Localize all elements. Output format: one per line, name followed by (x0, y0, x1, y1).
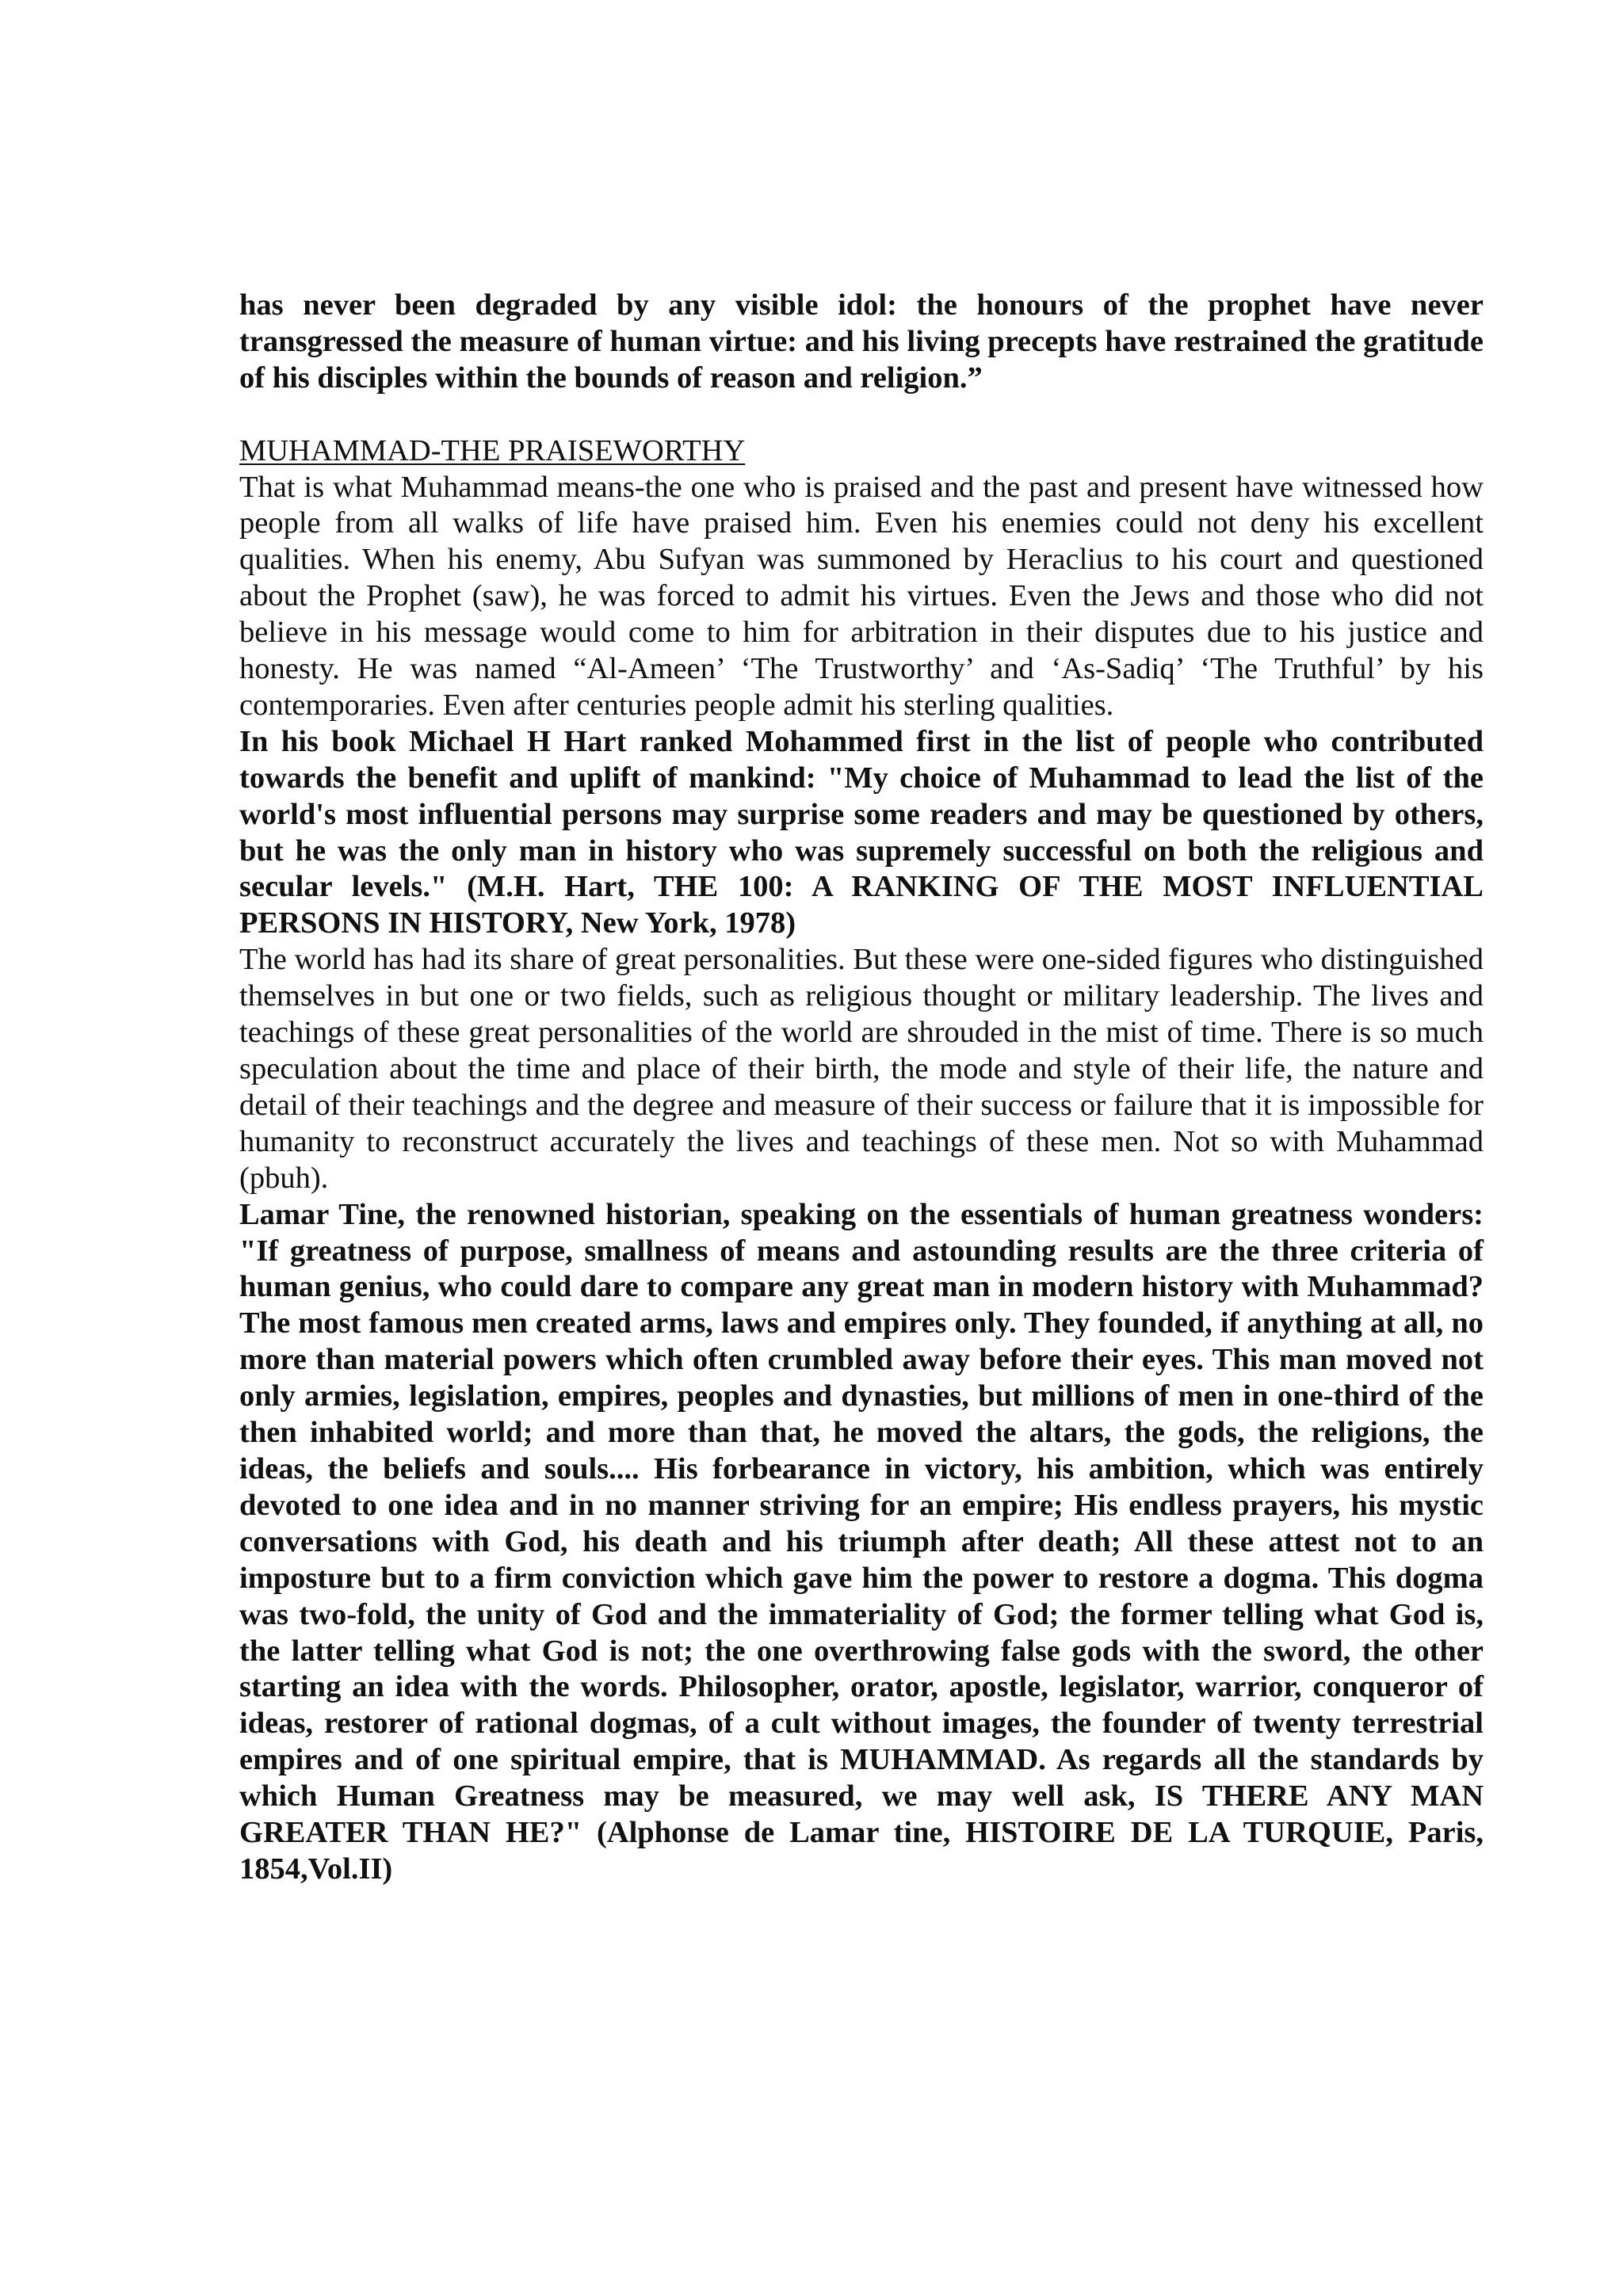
paragraph-personalities: The world has had its share of great personalities. But these were one-sided figures who distinguished themselves in but one or two fields, such as religious thought or military leadership. The lives and teachings of these great personalities of the world are shrouded in the mist of time. There is so much speculation about the time and place of their birth, the mode and style of their life, the nature and detail of their teachings and the degree and measure of their success or failure that it is impossible for humanity to reconstruct accurately the lives and teachings of these men. Not so with Muhammad (pbuh). (239, 943, 1484, 1195)
section-heading: MUHAMMAD-THE PRAISEWORTHY (239, 433, 746, 467)
opening-quote-end: has never been degraded by any visible idol: the honours of the prophet have never transgressed the measure of human virtue: and his living precepts have restrained the gratitude of his disciples within the bounds of reason and religion.” (239, 288, 1484, 395)
paragraph-praised: That is what Muhammad means-the one who is praised and the past and present have witnessed how people from all walks of life have praised him. Even his enemies could not deny his excellent qualities. When his enemy, Abu Sufyan was summoned by Heraclius to his court and questioned about the Prophet (saw), he was forced to admit his virtues. Even the Jews and those who did not believe in his message would come to him for arbitration in their disputes due to his justice and honesty. He was named “Al-Ameen’ ‘The Trustworthy’ and ‘As-Sadiq’ ‘The Truthful’ by his contemporaries. Even after centuries people admit his sterling qualities. (239, 470, 1484, 722)
document-page (239, 288, 1484, 1888)
paragraph-hart-quote: In his book Michael H Hart ranked Mohammed first in the list of people who contributed towards the benefit and uplift of mankind: "My choice of Muhammad to lead the list of the world's most influential persons may surprise some readers and may be questioned by others, but he was the only man in history who was supremely successful on both the religious and secular levels." (M.H. Hart, THE 100: A RANKING OF THE MOST INFLUENTIAL PERSONS IN HISTORY, New York, 1978) (239, 724, 1484, 940)
paragraph-spacer (239, 397, 1484, 433)
paragraph-lamartine-quote: Lamar Tine, the renowned historian, speaking on the essentials of human greatness wonders: "If greatness of purpose, smallness of means and astounding results are the three criteria of human genius, who could dare to compare any great man in modern history with Muhammad? The most famous men created arms, laws and empires only. They founded, if anything at all, no more than material powers which often crumbled away before their eyes. This man moved not only armies, legislation, empires, peoples and dynasties, but millions of men in one-third of the then inhabited world; and more than that, he moved the altars, the gods, the religions, the ideas, the beliefs and souls.... His forbearance in victory, his ambition, which was entirely devoted to one idea and in no manner striving for an empire; His endless prayers, his mystic conversations with God, his death and his triumph after death; All these attest not to an imposture but to a firm conviction which gave him the power to restore a dogma. This dogma was two-fold, the unity of God and the immateriality of God; the former telling what God is, the latter telling what God is not; the one overthrowing false gods with the sword, the other starting an idea with the words. Philosopher, orator, apostle, legislator, warrior, conqueror of ideas, restorer of rational dogmas, of a cult without images, the founder of twenty terrestrial empires and of one spiritual empire, that is MUHAMMAD. As regards all the standards by which Human Greatness may be measured, we may well ask, IS THERE ANY MAN GREATER THAN HE?" (Alphonse de Lamar tine, HISTOIRE DE LA TURQUIE, Paris, 1854,Vol.II) (239, 1197, 1484, 1886)
